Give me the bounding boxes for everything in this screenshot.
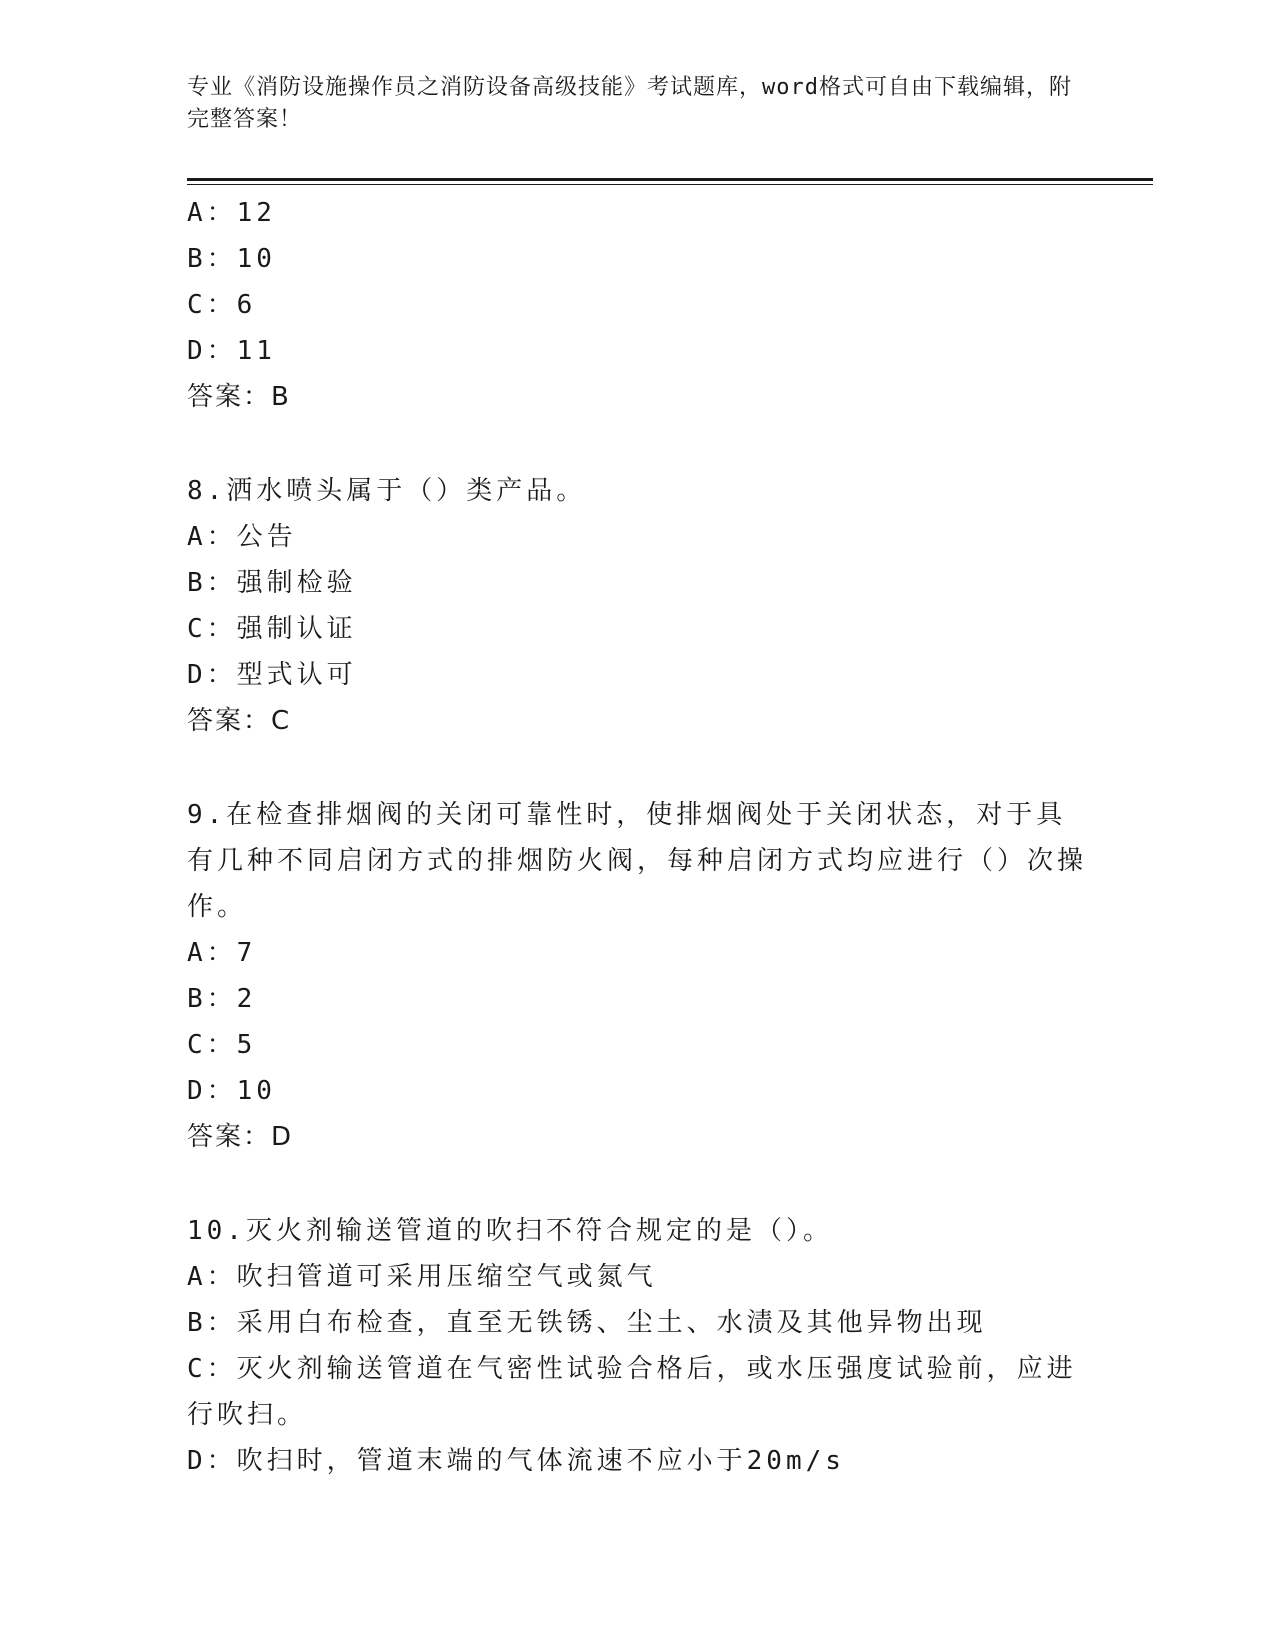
header-rule-thin <box>187 184 1153 185</box>
option-c: C：6 <box>187 290 257 320</box>
option-d: D：10 <box>187 1076 276 1106</box>
option-b: B：采用白布检查，直至无铁锈、尘土、水渍及其他异物出现 <box>187 1308 987 1338</box>
header-rule-thick <box>187 178 1153 181</box>
option-a: A：吹扫管道可采用压缩空气或氮气 <box>187 1262 657 1292</box>
partial-question <box>187 190 1087 420</box>
option-d: D：型式认可 <box>187 660 357 690</box>
option-a: A：公告 <box>187 522 297 552</box>
option-c: C：灭火剂输送管道在气密性试验合格后，或水压强度试验前，应进行吹扫。 <box>187 1354 1077 1430</box>
question-stem: 9.在检查排烟阀的关闭可靠性时，使排烟阀处于关闭状态，对于具有几种不同启闭方式的排烟防火阀，每种启闭方式均应进行（）次操作。 <box>187 800 1088 922</box>
answer: 答案：D <box>187 1122 294 1152</box>
option-b: B：10 <box>187 244 276 274</box>
option-c: C：强制认证 <box>187 614 357 644</box>
option-d: D：吹扫时，管道末端的气体流速不应小于20m/s <box>187 1446 845 1476</box>
question-9 <box>187 792 1087 1160</box>
option-b: B：强制检验 <box>187 568 357 598</box>
option-d: D：11 <box>187 336 276 366</box>
question-10 <box>187 1208 1087 1484</box>
option-c: C：5 <box>187 1030 257 1060</box>
option-b: B：2 <box>187 984 257 1014</box>
question-content <box>187 190 1087 1484</box>
option-a: A：7 <box>187 938 257 968</box>
question-8 <box>187 468 1087 744</box>
answer: 答案：B <box>187 382 291 412</box>
answer: 答案：C <box>187 706 292 736</box>
question-stem: 8.洒水喷头属于（）类产品。 <box>187 476 587 506</box>
document-header: 专业《消防设施操作员之消防设备高级技能》考试题库，word格式可自由下载编辑，附完整答案！ <box>187 75 1072 132</box>
option-a: A：12 <box>187 198 276 228</box>
question-stem: 10.灭火剂输送管道的吹扫不符合规定的是（）。 <box>187 1216 833 1246</box>
